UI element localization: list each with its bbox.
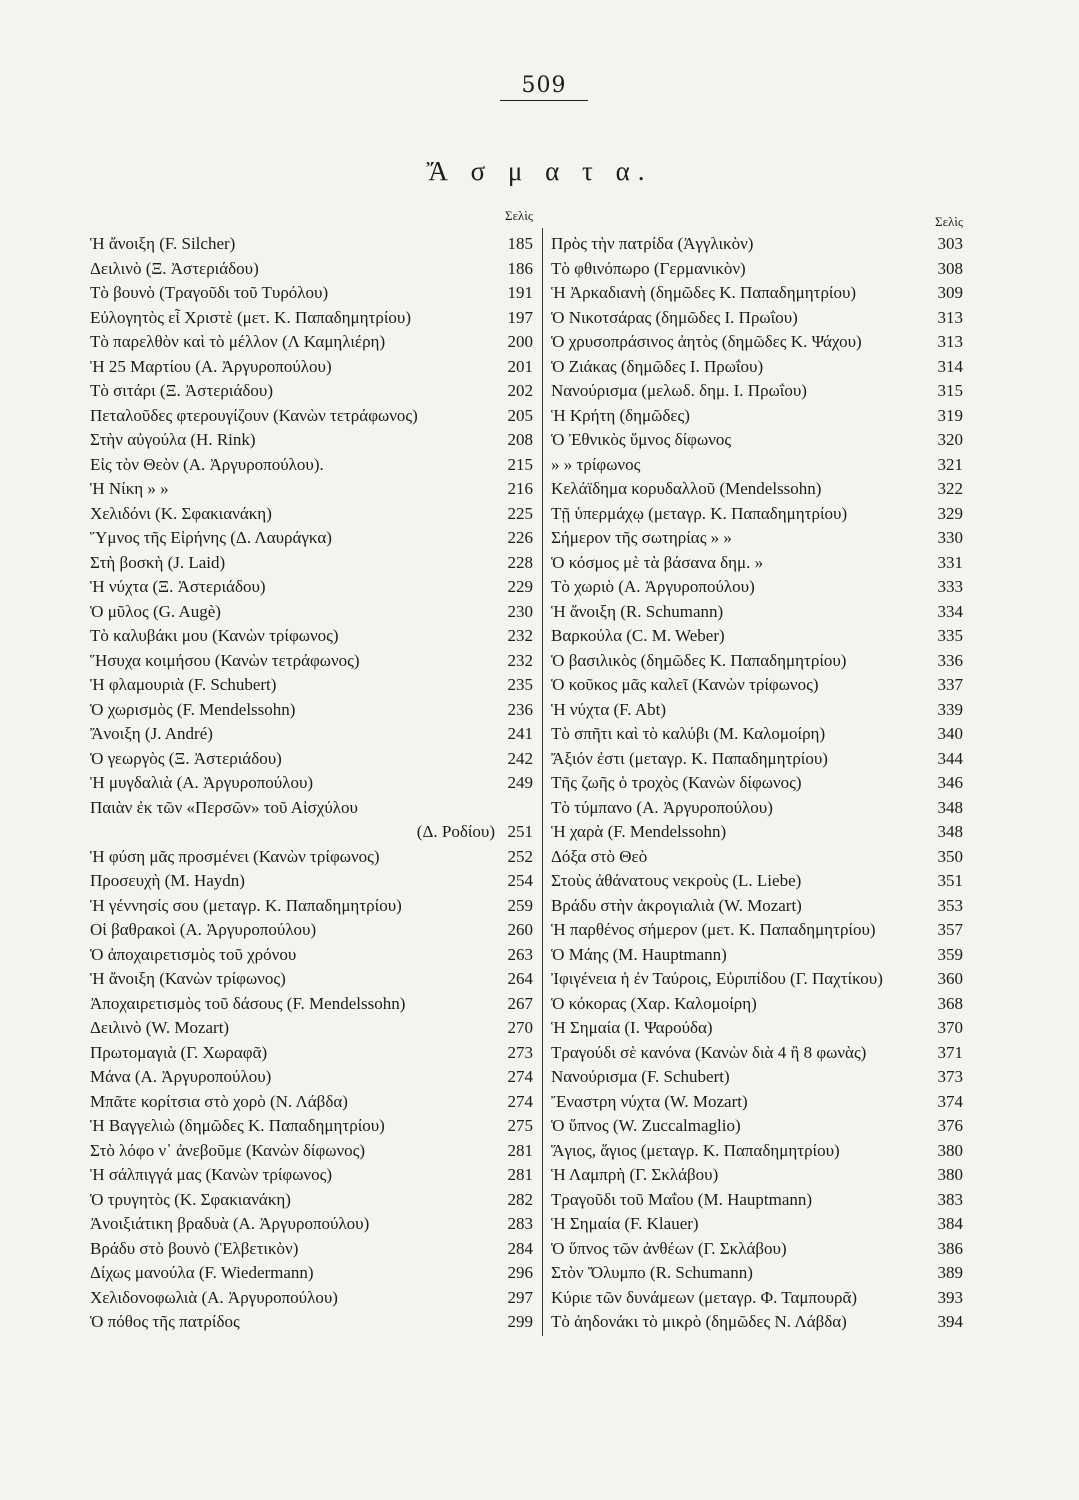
entry-title: Τὸ βουνὸ (Τραγοῦδι τοῦ Τυρόλου) [90,283,329,302]
entry-page: 274 [507,1067,533,1086]
entry-page: 229 [507,577,533,596]
entry-page: 334 [937,601,963,621]
entry-title: Ἡ φύση μᾶς προσμένει (Κανὼν τρίφωνος) [90,846,380,866]
entry-title: (Δ. Ροδίου) [416,822,495,841]
entry-title: Παιὰν ἐκ τῶν «Περσῶν» τοῦ Αἰσχύλου [90,797,358,817]
entry-page: 281 [507,1140,533,1160]
entry-page: 371 [937,1042,963,1062]
entry-page: 319 [937,405,963,425]
entry-page: 357 [937,920,963,939]
entry-page: 313 [937,332,963,351]
entry-page: 359 [937,944,963,964]
index-entry [551,477,963,502]
entry-page: 320 [937,430,963,449]
entry-page: 208 [507,430,533,449]
entry-page: 389 [937,1263,963,1282]
index-entry [551,1212,963,1237]
index-entry [90,281,533,306]
entry-title: Ἡ 25 Μαρτίου (Α. Ἀργυροπούλου) [90,356,332,376]
entry-title: Βράδυ στὸ βουνὸ (Ἑλβετικὸν) [90,1238,299,1258]
index-entry [90,330,533,355]
entry-title: Δειλινὸ (Ξ. Ἀστεριάδου) [90,258,259,278]
entry-page: 336 [937,650,963,670]
entry-page: 348 [937,822,963,841]
entry-title: Τὸ σπῆτι καὶ τὸ καλύβι (Μ. Καλομοίρη) [551,724,826,743]
entry-title: Ἄνοιξη (J. André) [90,724,213,743]
entry-page: 383 [937,1189,963,1209]
entry-page: 315 [937,381,963,400]
entry-title: Εὐλογητὸς εἶ Χριστὲ (μετ. Κ. Παπαδημητρίου) [90,307,412,327]
entry-title: Ἡ Βαγγελιὼ (δημῶδες Κ. Παπαδημητρίου) [90,1116,385,1135]
entry-title: » » τρίφωνος [551,454,641,474]
entry-title: Πρὸς τὴν πατρίδα (Ἀγγλικὸν) [551,234,754,253]
entry-title: Ὁ κοῦκος μᾶς καλεῖ (Κανὼν τρίφωνος) [551,675,819,694]
index-entry [90,1114,533,1139]
entry-title: Χελιδόνι (Κ. Σφακιανάκη) [90,503,272,523]
entry-title: Ἡ μυγδαλιὰ (Α. Ἀργυροπούλου) [90,773,314,792]
entry-page: 308 [937,258,963,278]
entry-title: Ἡ Ἀρκαδιανὴ (δημῶδες Κ. Παπαδημητρίου) [551,283,857,302]
entry-title: Ὁ βασιλικὸς (δημῶδες Κ. Παπαδημητρίου) [551,650,847,670]
entry-page: 314 [937,356,963,376]
entry-page: 344 [937,748,963,768]
index-entry [551,771,963,796]
entry-page: 270 [507,1018,533,1037]
entry-title: Μπᾶτε κορίτσια στὸ χορὸ (Ν. Λάβδα) [90,1091,348,1111]
entry-page: 216 [507,479,533,498]
entry-title: Δίχως μανούλα (F. Wiedermann) [90,1263,314,1282]
index-entry [90,1139,533,1164]
index-entry [551,257,963,282]
entry-page: 252 [507,846,533,866]
index-entry [551,1163,963,1188]
entry-title: Ἡ νύχτα (F. Abt) [551,699,666,719]
entry-title: Ὁ χρυσοπράσινος ἀητὸς (δημῶδες Κ. Ψάχου) [551,332,862,351]
entry-title: Ἥσυχα κοιμήσου (Κανὼν τετράφωνος) [90,650,360,670]
right-column [551,208,963,1335]
index-entry [90,502,533,527]
index-entry [551,1261,963,1286]
entry-title: Ἡ Λαμπρὴ (Γ. Σκλάβου) [551,1165,719,1184]
index-entry [90,796,533,821]
index-entry [551,1090,963,1115]
entry-page: 226 [507,528,533,547]
index-entry [90,1065,533,1090]
index-entry [551,845,963,870]
entry-page: 197 [507,307,533,327]
entry-page: 232 [507,626,533,645]
entry-page: 339 [937,699,963,719]
index-entry [90,551,533,576]
entry-page: 384 [937,1214,963,1233]
entry-title: Ἅγιος, ἅγιος (μεταγρ. Κ. Παπαδημητρίου) [551,1140,840,1160]
entry-title: Εἰς τὸν Θεὸν (Α. Ἀργυροπούλου). [90,454,324,474]
entry-title: Τὸ χωριὸ (Α. Ἀργυροπούλου) [551,577,755,596]
entry-title: Ἡ ἄνοιξη (Κανὼν τρίφωνος) [90,969,286,988]
index-entry [551,281,963,306]
entry-title: Τὸ τύμπανο (Α. Ἀργυροπούλου) [551,797,773,817]
entry-title: Σήμερον τῆς σωτηρίας » » [551,528,732,547]
index-entry [551,1114,963,1139]
entry-page: 386 [937,1238,963,1258]
index-entry [551,306,963,331]
entry-title: Νανούρισμα (F. Schubert) [551,1067,730,1086]
entry-title: Ὁ κόσμος μὲ τὰ βάσανα δημ. » [551,552,764,572]
entry-title: Τῆς ζωῆς ὁ τροχὸς (Κανὼν δίφωνος) [551,773,802,792]
index-entry [90,943,533,968]
index-entry [90,1286,533,1311]
entry-page: 263 [507,944,533,964]
entry-title: Ἡ γέννησίς σου (μεταγρ. Κ. Παπαδημητρίου) [90,895,402,915]
index-entry [551,869,963,894]
entry-page: 283 [507,1214,533,1233]
entry-page: 330 [937,528,963,547]
entry-title: Ἡ Νίκη » » [90,479,169,498]
entry-page: 299 [507,1312,533,1331]
index-entry [90,771,533,796]
entry-title: Ὁ γεωργὸς (Ξ. Ἀστεριάδου) [90,748,282,768]
index-entry [551,232,963,257]
entry-page: 215 [507,454,533,474]
entry-page: 329 [937,503,963,523]
index-entry [90,453,533,478]
entry-title: Ἡ Κρήτη (δημῶδες) [551,405,690,425]
index-entry [90,306,533,331]
entry-page: 380 [937,1140,963,1160]
entry-title: Μάνα (Α. Ἀργυροπούλου) [90,1067,272,1086]
entry-title: Τὸ σιτάρι (Ξ. Ἀστεριάδου) [90,381,273,400]
index-entry [551,943,963,968]
entry-title: Ἡ παρθένος σήμερον (μετ. Κ. Παπαδημητρίου) [551,920,876,939]
entry-title: Τὸ φθινόπωρο (Γερμανικὸν) [551,258,746,278]
entry-page: 393 [937,1287,963,1307]
entry-page: 321 [937,454,963,474]
index-entry [90,404,533,429]
entry-page: 251 [507,822,533,841]
entry-title: Στὸν Ὄλυμπο (R. Schumann) [551,1263,753,1282]
index-entry [90,1212,533,1237]
entry-page: 232 [507,650,533,670]
entry-title: Στὴ βοσκὴ (J. Laid) [90,552,226,572]
index-entry [551,698,963,723]
index-entry [90,1090,533,1115]
entry-title: Ἰφιγένεια ἡ ἐν Ταύροις, Εὐριπίδου (Γ. Παχτίκου) [551,969,883,988]
index-entry [90,698,533,723]
index-entry [551,404,963,429]
entry-page: 284 [507,1238,533,1258]
entry-page: 191 [507,283,533,302]
entry-title: Τῇ ὑπερμάχῳ (μεταγρ. Κ. Παπαδημητρίου) [551,503,848,523]
entry-page: 335 [937,626,963,645]
index-entry [551,502,963,527]
entry-page: 282 [507,1189,533,1209]
index-entry [551,992,963,1017]
entry-page: 373 [937,1067,963,1086]
index-entry [551,918,963,943]
entry-page: 370 [937,1018,963,1037]
entry-page: 254 [507,871,533,890]
index-entry [90,722,533,747]
entry-page: 241 [507,724,533,743]
entry-title: Χελιδονοφωλιὰ (Α. Ἀργυροπούλου) [90,1287,338,1307]
index-entry [90,1016,533,1041]
entry-title: Τραγοῦδι τοῦ Μαΐου (M. Hauptmann) [551,1189,813,1209]
entry-page: 267 [507,993,533,1013]
index-entry [90,257,533,282]
entry-title: Ὁ τρυγητὸς (Κ. Σφακιανάκη) [90,1189,291,1209]
entry-page: 309 [937,283,963,302]
entry-title: Ἡ ἄνοιξη (R. Schumann) [551,601,724,621]
entry-title: Ὁ Μάης (M. Hauptmann) [551,944,727,964]
entry-page: 228 [507,552,533,572]
entry-page: 394 [937,1312,963,1331]
entry-title: Ἔναστρη νύχτα (W. Mozart) [551,1091,748,1111]
entry-title: Βαρκούλα (C. M. Weber) [551,626,725,645]
index-entry [551,649,963,674]
entry-title: Δειλινὸ (W. Mozart) [90,1018,230,1037]
index-entry [551,428,963,453]
entry-title: Ἀνοιξιάτικη βραδυὰ (Α. Ἀργυροπούλου) [90,1214,370,1233]
entry-page: 333 [937,577,963,596]
entry-page: 297 [507,1287,533,1307]
index-entry [90,649,533,674]
index-entry [551,722,963,747]
entry-page: 236 [507,699,533,719]
index-entry [551,967,963,992]
entry-title: Ὁ ἀποχαιρετισμὸς τοῦ χρόνου [90,944,297,964]
index-entry [551,624,963,649]
entry-page: 225 [507,503,533,523]
entry-title: Βράδυ στὴν ἀκρογιαλιὰ (W. Mozart) [551,895,802,915]
entry-page: 360 [937,969,963,988]
index-entry [551,453,963,478]
index-entry [551,1065,963,1090]
index-entry [551,600,963,625]
entry-title: Στὸ λόφο ν᾿ ἀνεβοῦμε (Κανὼν δίφωνος) [90,1140,366,1160]
entry-page: 348 [937,797,963,817]
index-entry [551,575,963,600]
index-entry [551,1237,963,1262]
index-entry [551,1286,963,1311]
entry-title: Προσευχὴ (M. Haydn) [90,871,245,890]
index-entry [90,967,533,992]
entry-page: 337 [937,675,963,694]
entry-title: Ὁ μῦλος (G. Augè) [90,601,221,621]
entry-page: 376 [937,1116,963,1135]
index-entry [90,428,533,453]
entry-title: Στοὺς ἀθάνατους νεκροὺς (L. Liebe) [551,871,802,890]
index-entry [90,1237,533,1262]
entry-title: Πεταλοῦδες φτερουγίζουν (Κανὼν τετράφωνος) [90,405,418,425]
entry-page: 201 [507,356,533,376]
entry-page: 205 [507,405,533,425]
entry-title: Ἡ φλαμουριὰ (F. Schubert) [90,675,277,694]
index-entry [90,1188,533,1213]
index-entry [90,673,533,698]
entry-title: Ἡ ἄνοιξη (F. Silcher) [90,234,236,253]
index-entry [551,1041,963,1066]
index-entry [551,1139,963,1164]
index-entry [90,845,533,870]
index-entry [90,1041,533,1066]
entry-page: 260 [507,920,533,939]
entry-page: 259 [507,895,533,915]
entry-page: 273 [507,1042,533,1062]
entry-title: Ὁ ὕπνος (W. Zuccalmaglio) [551,1116,741,1135]
entry-page: 230 [507,601,533,621]
entry-page: 313 [937,307,963,327]
entry-page: 202 [507,381,533,400]
index-entry [551,551,963,576]
index-entry [90,747,533,772]
index-entry [551,894,963,919]
entry-page: 374 [937,1091,963,1111]
index-entry [90,526,533,551]
entry-title: Ἡ Σημαία (F. Klauer) [551,1214,699,1233]
entry-title: Πρωτομαγιὰ (Γ. Χωραφᾶ) [90,1042,268,1062]
entry-title: Ὁ Νικοτσάρας (δημῶδες Ι. Πρωΐου) [551,307,798,327]
index-entry [551,747,963,772]
entry-title: Ὁ Ζιάκας (δημῶδες Ι. Πρωΐου) [551,356,764,376]
index-entry [551,820,963,845]
index-entry [90,624,533,649]
entry-page: 185 [507,234,533,253]
index-entry [551,379,963,404]
entry-title: Ὁ Ἐθνικὸς ὕμνος δίφωνος [551,430,732,449]
entry-title: Τραγούδι σὲ κανόνα (Κανὼν διὰ 4 ἢ 8 φωνὰς) [551,1042,867,1062]
left-entry-list [90,232,533,1335]
entry-page: 274 [507,1091,533,1111]
page-number: 509 [500,72,588,101]
index-entry [90,820,533,845]
entry-title: Ἡ νύχτα (Ξ. Ἀστεριάδου) [90,577,266,596]
entry-title: Ἄξιόν ἐστι (μεταγρ. Κ. Παπαδημητρίου) [551,748,828,768]
entry-title: Τὸ παρελθὸν καὶ τὸ μέλλον (Λ Καμηλιέρη) [90,332,386,351]
entry-page: 353 [937,895,963,915]
entry-page: 350 [937,846,963,866]
right-entry-list [551,232,963,1335]
index-entry [90,355,533,380]
index-entry [551,526,963,551]
index-entry [551,673,963,698]
index-entry [90,992,533,1017]
entry-page: 380 [937,1165,963,1184]
entry-title: Δόξα στὸ Θεὸ [551,846,648,866]
entry-title: Νανούρισμα (μελωδ. δημ. Ι. Πρωΐου) [551,381,807,400]
index-entry [90,894,533,919]
entry-page: 281 [507,1165,533,1184]
entry-page: 235 [507,675,533,694]
index-entry [90,1310,533,1335]
entry-page: 340 [937,724,963,743]
index-entry [551,796,963,821]
index-entry [90,232,533,257]
index-entry [551,330,963,355]
index-entry [551,1188,963,1213]
index-entry [90,575,533,600]
entry-page: 351 [937,871,963,890]
entry-page: 242 [507,748,533,768]
index-entry [90,379,533,404]
entry-page: 264 [507,969,533,988]
entry-title: Ἀποχαιρετισμὸς τοῦ δάσους (F. Mendelssohn) [90,993,406,1013]
entry-page: 296 [507,1263,533,1282]
index-entry [90,869,533,894]
entry-title: Ὁ χωρισμὸς (F. Mendelssohn) [90,699,296,719]
entry-page: 186 [507,258,533,278]
entry-title: Ὁ πόθος τῆς πατρίδος [90,1312,240,1331]
entry-title: Κελάϊδημα κορυδαλλοῦ (Mendelssohn) [551,479,822,498]
entry-title: Τὸ καλυβάκι μου (Κανὼν τρίφωνος) [90,626,339,645]
page-column-header: Σελὶς [505,208,533,223]
entry-title: Ἡ Σημαία (Ι. Ψαρούδα) [551,1018,713,1037]
entry-page: 249 [507,773,533,792]
left-column [90,208,533,1335]
index-entry [551,355,963,380]
entry-title: Ἡ χαρὰ (F. Mendelssohn) [551,822,727,841]
entry-page: 275 [507,1116,533,1135]
page-column-header: Σελὶς [935,214,963,229]
index-entry [90,1163,533,1188]
index-entry [90,600,533,625]
entry-title: Τὸ ἀηδονάκι τὸ μικρὸ (δημῶδες Ν. Λάβδα) [551,1312,847,1331]
index-entry [551,1310,963,1335]
index-entry [90,1261,533,1286]
index-entry [90,477,533,502]
entry-title: Ὁ κόκορας (Χαρ. Καλομοίρη) [551,993,757,1013]
entry-title: Ὁ ὕπνος τῶν ἀνθέων (Γ. Σκλάβου) [551,1238,787,1258]
index-entry [90,918,533,943]
entry-page: 346 [937,773,963,792]
entry-page: 331 [937,552,963,572]
entry-title: Ἡ σάλπιγγά μας (Κανὼν τρίφωνος) [90,1165,333,1184]
entry-page: 200 [507,332,533,351]
entry-title: Κύριε τῶν δυνάμεων (μεταγρ. Φ. Ταμπουρᾶ) [551,1287,858,1307]
entry-page: 303 [937,234,963,253]
page-title: Ἄ σ μ α τ α. [426,156,653,186]
index-entry [551,1016,963,1041]
entry-page: 368 [937,993,963,1013]
entry-title: Οἱ βαθρακοὶ (Α. Ἀργυροπούλου) [90,920,317,939]
entry-page: 322 [937,479,963,498]
entry-title: Ὕμνος τῆς Εἰρήνης (Δ. Λαυράγκα) [90,528,332,547]
entry-title: Στὴν αὐγούλα (H. Rink) [90,430,256,449]
column-divider [542,228,543,1336]
